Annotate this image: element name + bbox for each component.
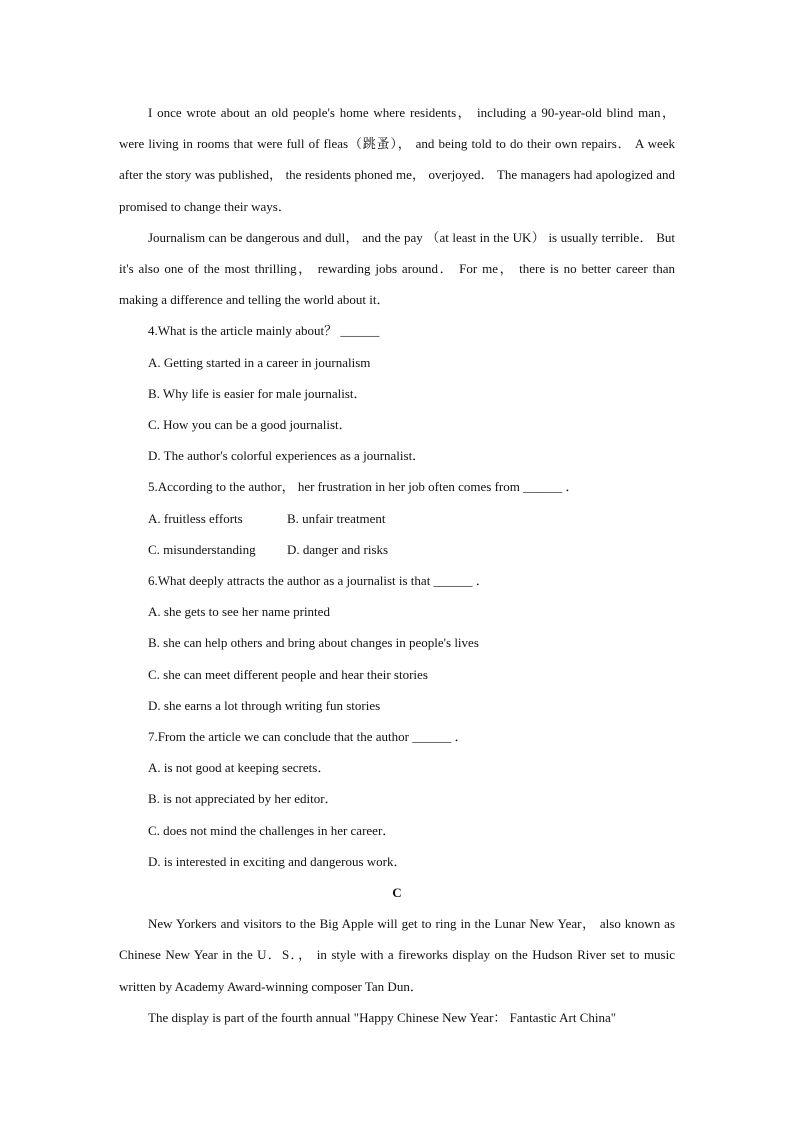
answer-option: B. is not appreciated by her editor．	[148, 791, 338, 807]
question-stem: 4.What is the article mainly about？ ______	[148, 323, 380, 339]
question-stem: 6.What deeply attracts the author as a journalist is that ______ ．	[148, 573, 489, 589]
answer-option: D. danger and risks	[287, 541, 389, 557]
answer-option: A. she gets to see her name printed	[148, 604, 330, 620]
answer-option-row	[119, 534, 675, 565]
answer-option: B. Why life is easier for male journalist．	[148, 385, 367, 401]
section-heading: C	[392, 885, 402, 901]
document-page	[119, 97, 675, 1033]
answer-option-row	[119, 503, 675, 534]
paragraph: New Yorkers and visitors to the Big Apple will get to ring in the Lunar New Year， also known as Chinese New Year in the U．S．， in style with a fireworks display on the Hudson River set to music written by Academy Award-winning composer Tan Dun．	[119, 916, 675, 994]
question-stem: 7.From the article we can conclude that the author ______ ．	[148, 729, 468, 745]
answer-option: C. misunderstanding	[148, 541, 256, 557]
answer-option: D. is interested in exciting and dangerous work．	[148, 853, 407, 869]
answer-option: D. The author's colorful experiences as a journalist．	[148, 448, 426, 464]
paragraph: Journalism can be dangerous and dull， and the pay （at least in the UK） is usually terrible． But it's also one of the most thrilling， rewarding jobs around． For me， there is no better career than making a difference and telling the world about it．	[119, 229, 675, 308]
answer-option: A. is not good at keeping secrets．	[148, 760, 331, 776]
answer-option: C. How you can be a good journalist．	[148, 417, 352, 433]
paragraph: The display is part of the fourth annual "Happy Chinese New Year： Fantastic Art China"	[148, 1009, 617, 1025]
paragraph: I once wrote about an old people's home where residents， including a 90-year-old blind man， were living in rooms that were full of fleas（跳蚤）， and being told to do their own repairs． A week after the story was published， the residents phoned me， overjoyed． The managers had apologized and promised to change their ways．	[119, 105, 675, 214]
answer-option: B. she can help others and bring about changes in people's lives	[148, 635, 479, 651]
answer-option: A. Getting started in a career in journalism	[148, 354, 371, 370]
answer-option: A. fruitless efforts	[148, 510, 243, 526]
answer-option: C. does not mind the challenges in her career．	[148, 822, 396, 838]
answer-option: B. unfair treatment	[287, 510, 386, 526]
question-stem: 5.According to the author， her frustration in her job often comes from ______ ．	[148, 479, 579, 495]
answer-option: D. she earns a lot through writing fun stories	[148, 697, 381, 713]
answer-option: C. she can meet different people and hear their stories	[148, 666, 428, 682]
